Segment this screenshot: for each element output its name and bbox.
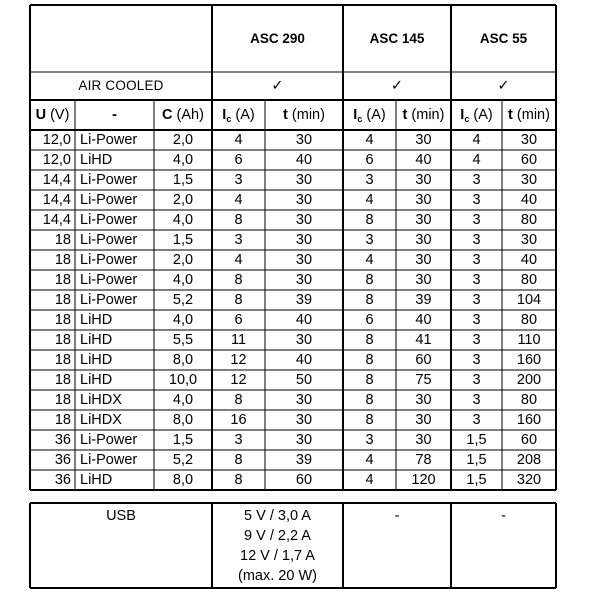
type-cell: LiHD bbox=[80, 472, 113, 488]
voltage-cell: 18 bbox=[54, 332, 71, 348]
time-cell: 120 bbox=[411, 472, 436, 488]
time-cell: 39 bbox=[295, 292, 313, 308]
capacity-cell: 1,5 bbox=[172, 432, 194, 448]
time-cell: 80 bbox=[520, 272, 538, 288]
time-cell: 30 bbox=[415, 212, 432, 228]
usb-output-line: 5 V / 3,0 A bbox=[244, 508, 311, 524]
capacity-cell: 8,0 bbox=[172, 352, 194, 368]
current-cell: 3 bbox=[472, 352, 481, 368]
voltage-cell: 14,4 bbox=[42, 172, 71, 188]
current-cell: 8 bbox=[365, 292, 374, 308]
type-cell: Li-Power bbox=[80, 132, 138, 148]
voltage-cell: 18 bbox=[54, 352, 71, 368]
time-cell: 200 bbox=[516, 372, 542, 388]
time-header: t (min) bbox=[508, 107, 550, 123]
voltage-cell: 36 bbox=[54, 472, 71, 488]
capacity-cell: 5,2 bbox=[172, 452, 194, 468]
time-cell: 40 bbox=[415, 312, 432, 328]
current-cell: 3 bbox=[472, 332, 481, 348]
current-cell: 3 bbox=[472, 232, 481, 248]
current-header: $I_c$ (A) bbox=[460, 107, 493, 124]
current-cell: 8 bbox=[234, 472, 243, 488]
voltage-cell: 18 bbox=[54, 412, 71, 428]
capacity-cell: 4,0 bbox=[172, 152, 194, 168]
current-cell: 8 bbox=[365, 272, 374, 288]
voltage-cell: 12,0 bbox=[42, 132, 71, 148]
current-header: $I_c$ (A) bbox=[222, 107, 255, 124]
time-cell: 30 bbox=[415, 272, 432, 288]
current-cell: 8 bbox=[234, 452, 243, 468]
capacity-cell: 4,0 bbox=[172, 212, 194, 228]
current-cell: 8 bbox=[365, 412, 374, 428]
current-cell: 6 bbox=[234, 152, 243, 168]
voltage-cell: 14,4 bbox=[42, 192, 71, 208]
time-cell: 30 bbox=[520, 172, 538, 188]
capacity-cell: 2,0 bbox=[172, 252, 194, 268]
time-cell: 30 bbox=[295, 252, 313, 268]
current-cell: 4 bbox=[365, 192, 374, 208]
type-cell: LiHD bbox=[80, 372, 113, 388]
type-cell: LiHD bbox=[80, 312, 113, 328]
current-cell: 4 bbox=[472, 152, 481, 168]
time-cell: 110 bbox=[517, 332, 541, 348]
usb-output-line: 9 V / 2,2 A bbox=[244, 528, 311, 544]
current-cell: 8 bbox=[365, 332, 374, 348]
capacity-cell: 10,0 bbox=[168, 372, 198, 388]
current-cell: 8 bbox=[234, 292, 243, 308]
voltage-cell: 36 bbox=[54, 432, 71, 448]
time-cell: 40 bbox=[295, 312, 313, 328]
voltage-cell: 18 bbox=[54, 372, 71, 388]
type-cell: LiHDX bbox=[80, 412, 122, 428]
time-cell: 30 bbox=[415, 412, 432, 428]
current-cell: 3 bbox=[472, 412, 481, 428]
time-cell: 75 bbox=[415, 372, 432, 388]
time-cell: 30 bbox=[295, 432, 313, 448]
type-cell: LiHD bbox=[80, 152, 113, 168]
current-cell: 6 bbox=[365, 312, 374, 328]
capacity-cell: 2,0 bbox=[172, 132, 194, 148]
time-cell: 30 bbox=[415, 252, 432, 268]
time-cell: 50 bbox=[295, 372, 313, 388]
current-cell: 3 bbox=[472, 172, 481, 188]
time-cell: 30 bbox=[415, 392, 432, 408]
time-cell: 40 bbox=[520, 192, 538, 208]
time-cell: 30 bbox=[520, 132, 538, 148]
air-cooled-check-icon: ✓ bbox=[497, 78, 510, 94]
current-cell: 3 bbox=[472, 212, 481, 228]
current-cell: 3 bbox=[365, 232, 374, 248]
charger-header: ASC 55 bbox=[479, 31, 528, 46]
current-cell: 3 bbox=[234, 172, 243, 188]
current-cell: 8 bbox=[234, 212, 243, 228]
current-cell: 4 bbox=[365, 472, 374, 488]
time-cell: 30 bbox=[415, 192, 432, 208]
time-header: t (min) bbox=[283, 107, 325, 123]
current-cell: 4 bbox=[234, 252, 243, 268]
time-cell: 30 bbox=[415, 172, 432, 188]
usb-output-line: (max. 20 W) bbox=[238, 568, 317, 584]
current-cell: 8 bbox=[234, 392, 243, 408]
time-cell: 80 bbox=[520, 392, 538, 408]
capacity-cell: 5,5 bbox=[172, 332, 194, 348]
voltage-cell: 18 bbox=[54, 232, 71, 248]
time-cell: 30 bbox=[295, 212, 313, 228]
capacity-cell: 5,2 bbox=[172, 292, 194, 308]
type-cell: Li-Power bbox=[80, 212, 138, 228]
current-cell: 1,5 bbox=[466, 472, 487, 488]
time-cell: 30 bbox=[295, 412, 313, 428]
time-cell: 30 bbox=[295, 172, 313, 188]
current-cell: 3 bbox=[472, 252, 481, 268]
current-cell: 12 bbox=[230, 352, 247, 368]
air-cooled-check-icon: ✓ bbox=[390, 78, 404, 94]
subscript: c bbox=[357, 114, 363, 124]
current-cell: 8 bbox=[365, 212, 374, 228]
current-cell: 3 bbox=[234, 432, 243, 448]
capacity-cell: 2,0 bbox=[172, 192, 194, 208]
time-cell: 78 bbox=[415, 452, 432, 468]
type-cell: Li-Power bbox=[80, 432, 138, 448]
time-cell: 60 bbox=[520, 432, 538, 448]
type-cell: LiHD bbox=[80, 352, 113, 368]
time-cell: 60 bbox=[415, 352, 432, 368]
current-cell: 4 bbox=[472, 132, 481, 148]
time-cell: 30 bbox=[415, 132, 432, 148]
voltage-cell: 18 bbox=[54, 392, 71, 408]
current-cell: 4 bbox=[365, 452, 374, 468]
type-cell: Li-Power bbox=[80, 232, 138, 248]
current-cell: 6 bbox=[365, 152, 374, 168]
time-cell: 160 bbox=[516, 412, 542, 428]
time-cell: 40 bbox=[520, 252, 538, 268]
current-cell: 4 bbox=[365, 132, 374, 148]
current-cell: 3 bbox=[472, 272, 481, 288]
capacity-header: C (Ah) bbox=[162, 107, 204, 123]
current-cell: 16 bbox=[230, 412, 247, 428]
charger-header: ASC 290 bbox=[250, 31, 305, 46]
current-cell: 3 bbox=[365, 432, 374, 448]
current-cell: 3 bbox=[234, 232, 243, 248]
voltage-header: U (V) bbox=[35, 107, 70, 123]
time-cell: 30 bbox=[520, 232, 538, 248]
time-cell: 320 bbox=[516, 472, 542, 488]
type-cell: Li-Power bbox=[80, 292, 138, 308]
voltage-cell: 18 bbox=[54, 252, 71, 268]
time-cell: 80 bbox=[520, 312, 538, 328]
usb-label: USB bbox=[106, 508, 136, 524]
time-cell: 30 bbox=[295, 192, 313, 208]
current-cell: 3 bbox=[472, 392, 481, 408]
current-cell: 4 bbox=[234, 192, 243, 208]
current-cell: 4 bbox=[365, 252, 374, 268]
usb-output-line: 12 V / 1,7 A bbox=[240, 548, 315, 564]
capacity-cell: 4,0 bbox=[172, 312, 194, 328]
charger-header: ASC 145 bbox=[369, 31, 425, 46]
usb-asc290-output bbox=[212, 506, 343, 586]
current-cell: 4 bbox=[234, 132, 243, 148]
current-cell: 3 bbox=[472, 312, 481, 328]
usb-asc55-value: - bbox=[501, 508, 506, 524]
capacity-cell: 8,0 bbox=[172, 412, 194, 428]
time-cell: 30 bbox=[295, 272, 313, 288]
air-cooled-label: AIR COOLED bbox=[78, 78, 164, 93]
current-cell: 11 bbox=[230, 332, 247, 348]
capacity-cell: 8,0 bbox=[172, 472, 194, 488]
current-cell: 1,5 bbox=[466, 432, 487, 448]
current-cell: 3 bbox=[365, 172, 374, 188]
type-cell: Li-Power bbox=[80, 172, 138, 188]
current-cell: 3 bbox=[472, 372, 481, 388]
usb-asc145-value: - bbox=[394, 508, 400, 524]
current-cell: 8 bbox=[365, 372, 374, 388]
current-header: $I_c$ (A) bbox=[353, 107, 386, 124]
time-cell: 30 bbox=[295, 132, 313, 148]
current-cell: 6 bbox=[234, 312, 243, 328]
time-cell: 39 bbox=[415, 292, 432, 308]
time-cell: 30 bbox=[295, 332, 313, 348]
voltage-cell: 14,4 bbox=[42, 212, 71, 228]
voltage-cell: 18 bbox=[54, 312, 71, 328]
voltage-cell: 18 bbox=[54, 292, 71, 308]
time-cell: 160 bbox=[516, 352, 542, 368]
voltage-cell: 18 bbox=[54, 272, 71, 288]
type-cell: Li-Power bbox=[80, 252, 138, 268]
time-cell: 41 bbox=[415, 332, 432, 348]
subscript: c bbox=[464, 114, 470, 124]
type-header: - bbox=[112, 107, 117, 123]
type-cell: Li-Power bbox=[80, 452, 138, 468]
type-cell: Li-Power bbox=[80, 272, 138, 288]
time-cell: 60 bbox=[295, 472, 313, 488]
time-cell: 39 bbox=[295, 452, 313, 468]
time-cell: 30 bbox=[415, 232, 432, 248]
capacity-cell: 4,0 bbox=[172, 392, 194, 408]
current-cell: 3 bbox=[472, 192, 481, 208]
time-cell: 104 bbox=[516, 292, 542, 308]
type-cell: LiHD bbox=[80, 332, 113, 348]
current-cell: 8 bbox=[234, 272, 243, 288]
time-cell: 30 bbox=[295, 392, 313, 408]
time-cell: 60 bbox=[520, 152, 538, 168]
current-cell: 12 bbox=[230, 372, 247, 388]
current-cell: 8 bbox=[365, 392, 374, 408]
time-header: t (min) bbox=[402, 107, 445, 123]
subscript: c bbox=[226, 114, 232, 124]
time-cell: 40 bbox=[415, 152, 432, 168]
air-cooled-check-icon: ✓ bbox=[271, 78, 284, 94]
type-cell: LiHDX bbox=[80, 392, 122, 408]
current-cell: 1,5 bbox=[466, 452, 487, 468]
type-cell: Li-Power bbox=[80, 192, 138, 208]
time-cell: 30 bbox=[295, 232, 313, 248]
current-cell: 8 bbox=[365, 352, 374, 368]
capacity-cell: 1,5 bbox=[172, 232, 194, 248]
capacity-cell: 1,5 bbox=[172, 172, 194, 188]
time-cell: 30 bbox=[415, 432, 432, 448]
time-cell: 40 bbox=[295, 352, 313, 368]
time-cell: 208 bbox=[516, 452, 542, 468]
current-cell: 3 bbox=[472, 292, 481, 308]
voltage-cell: 36 bbox=[54, 452, 71, 468]
time-cell: 40 bbox=[295, 152, 313, 168]
voltage-cell: 12,0 bbox=[42, 152, 71, 168]
time-cell: 80 bbox=[520, 212, 538, 228]
capacity-cell: 4,0 bbox=[172, 272, 194, 288]
